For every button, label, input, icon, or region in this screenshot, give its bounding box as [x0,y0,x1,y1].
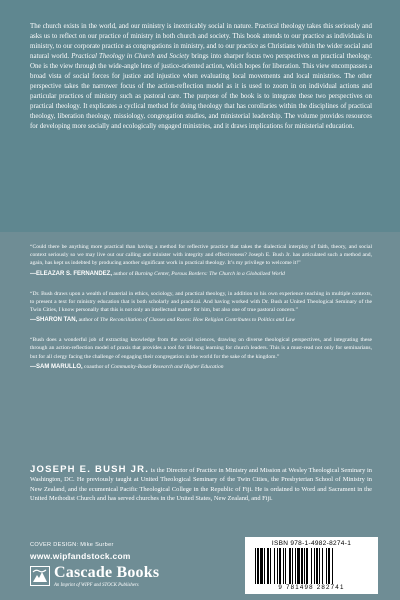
barcode-bar [277,548,278,584]
barcode-bar [316,548,318,584]
endorser-work: Burning Center, Porous Borders: The Church in a Globalized World [134,270,285,277]
endorsements [30,243,372,383]
barcode-bar [283,548,284,584]
barcode-bar [311,548,312,584]
endorsement [30,290,372,325]
barcode-bar [274,548,275,584]
barcode-bar [264,548,265,584]
barcode-bar [292,548,293,584]
barcode-bar [304,548,305,584]
endorser-name: —SAM MARULLO, [30,363,83,370]
publisher-website: www.wipfandstock.com [30,551,131,561]
barcode-bar [289,548,291,584]
barcode-bar [319,548,320,584]
endorser-name: —SHARON TAN, [30,317,78,324]
barcode-bar [306,548,308,584]
author-name: JOSEPH E. BUSH JR. [30,464,150,475]
endorsement [30,243,372,278]
endorsement-text: “Bush does a wonderful job of extracting knowledge from the social sciences, drawing on diverse theological perspectives, and integrating these through an action-reflection model of praxis that provides a tool for lifelong learning for church leaders. This is a must-read not only for seminarians, but for all clergy facing the challenge of engaging their congregation in the world for the sake of the kingdom.” [30,337,372,360]
publisher-logo [30,563,160,593]
barcode-bar [328,548,330,584]
barcode-bar [270,548,271,584]
author-bio: JOSEPH E. BUSH JR. is the Director of Practice in Ministry and Mission at Wesley Theological Seminary in Washington, DC. He previously taught at United Theological Seminary of the Twin Cities, the Presbyterian School of Ministry in New Zealand, and the ecumenical Pacific Theological College in the Republic of Fiji. He is ordained to Word and Sacrament in the United Methodist Church and has served churches in the United States, New Zealand, and Fiji. [30,464,372,503]
barcode-bar [267,548,269,584]
endorsement [30,336,372,371]
barcode-bar [260,548,263,584]
isbn-label: ISBN 978-1-4982-8274-1 [271,540,352,547]
barcode-bar [279,548,281,584]
cascade-logo-icon [30,566,50,586]
barcode-bar [255,548,256,584]
barcode-bar [297,548,300,584]
endorsement-text: “Could there be anything more practical than having a method for reflective practice that takes the dialectical interplay of faith, theory, and social context seriously so we may live out our calling and minister with integrity and effectiveness? Joseph E. Bush Jr. has articulated such a method and, again, has kept us indebted by producing another significant work in practical theology. It’s my privilege to welcome it!” [30,244,372,267]
barcode-bar [332,548,333,584]
barcode-bar [285,548,286,584]
endorser-work: Community-Based Research and Higher Education [110,363,224,370]
barcode-bar [295,548,296,584]
barcode-bars [255,548,367,584]
isbn-barcode [245,537,378,594]
endorser-name: —ELEAZAR S. FERNANDEZ, [30,270,113,277]
book-title: Practical Theology in Church and Society [71,53,190,61]
barcode-bar [301,548,303,584]
barcode-digits: 9 781498 282741 [278,584,345,591]
barcode-bar [322,548,323,584]
book-summary: The church exists in the world, and our ministry is inextricably social in nature. Practical theology takes this seriously and asks us to reflect on our practice of ministry in both church and society. This book attends to our practice as individuals in ministry, to our corporate practice as congregations in ministry, and to our practice as Christians within the wider social and natural world. Practical Theology in Church and Society brings into sharper focus two perspectives on practical theology. One is the view through the wide-angle lens of justice-oriented action, which hopes for liberation. This view encompasses a broad vista of social forces for justice and injustice when evaluating local movements and local ministries. The other perspective takes the narrower focus of the action-reflection model as it is used to zoom in on individual actions and particular practices of ministry such as pastoral care. The purpose of the book is to integrate these two perspectives on practical theology. It explicates a cyclical method for doing theology that has corollaries within the disciplines of practical theology, liberation theology, missiology, congregation studies, and ministerial leadership. The volume provides resources for developing more socially and ecologically engaged ministries, and it draws implications for ministerial education. [30,23,373,131]
barcode-bar [257,548,259,584]
publisher-imprint: An Imprint of WIPF and STOCK Publishers [54,583,139,588]
endorsement-attribution: —SAM MARULLO, coauthor of Community-Based Research and Higher Education [30,363,224,370]
barcode-bar [314,548,315,584]
endorsement-attribution: —SHARON TAN, author of The Reconciliation of Classes and Races: How Religion Contributes to Politics and Law [30,317,295,324]
cover-design-credit: COVER DESIGN: Mike Surber [30,542,114,548]
endorser-work: The Reconciliation of Classes and Races: How Religion Contributes to Politics and Law [100,317,295,324]
endorsement-text: “Dr. Bush draws upon a wealth of material in ethics, sociology, and practical theology, in addition to his own experience teaching in multiple contexts, to present a text for ministry education that is both scholarly and practical. And having worked with Dr. Bush at United Theological Seminary of the Twin Cities, I know personally that this is not only an intellectual matter for him, but also one of true pastoral concern.” [30,290,372,314]
endorsement-attribution: —ELEAZAR S. FERNANDEZ, author of Burning Center, Porous Borders: The Church in a Globalized World [30,270,285,277]
barcode-bar [326,548,327,584]
publisher-name: Cascade Books [54,564,160,581]
